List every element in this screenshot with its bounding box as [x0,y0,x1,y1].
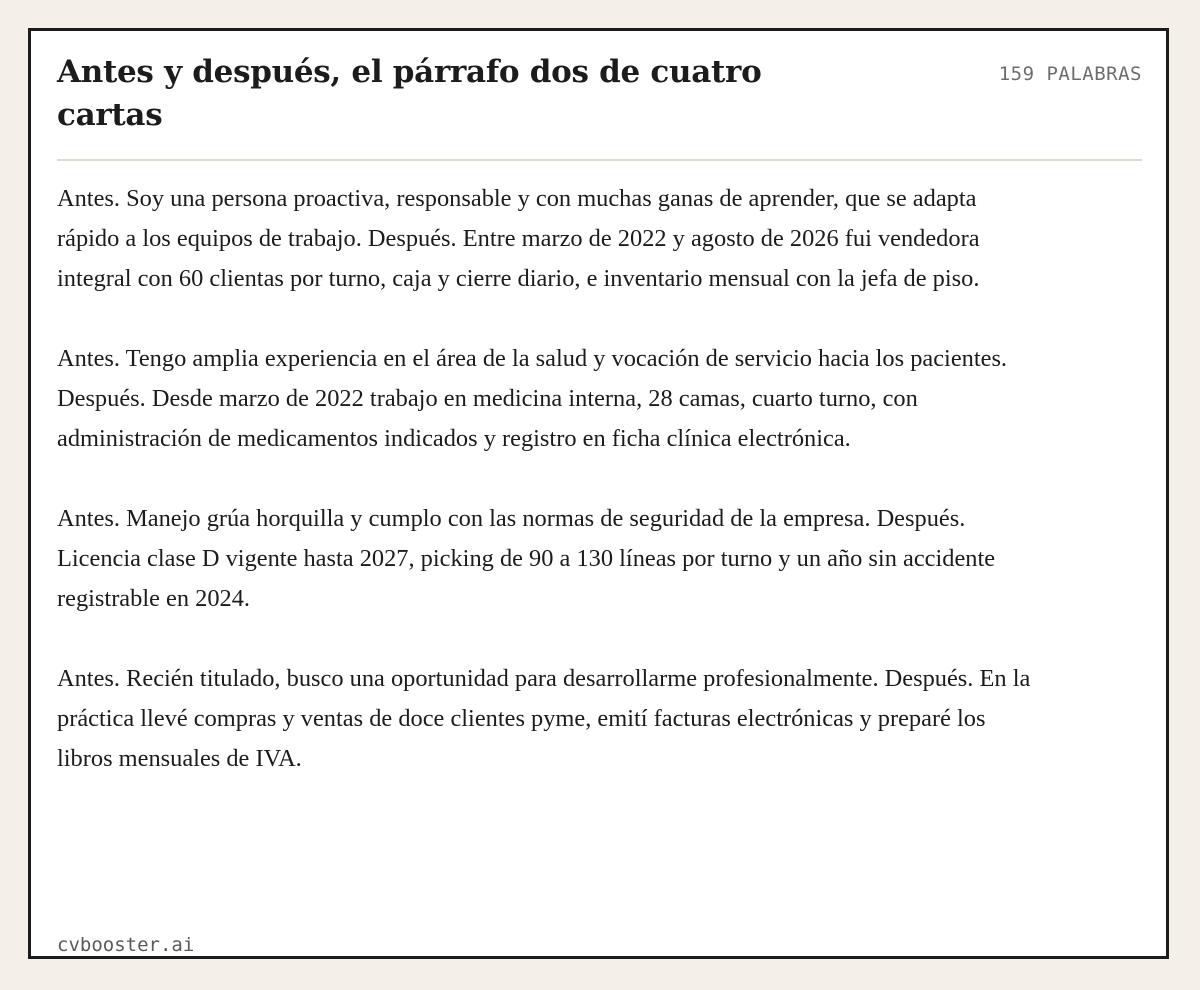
paragraph: Antes. Soy una persona proactiva, responsable y con muchas ganas de aprender, que se adapta rápido a los equipos de trabajo. Después. Entre marzo de 2022 y agosto de 2026 fui vendedora integral con 60 clientas por turno, caja y cierre diario, e inventario mensual con la jefa de piso. [57,185,980,292]
paragraph: Antes. Recién titulado, busco una oportunidad para desarrollarme profesionalmente. Después. En la práctica llevé compras y ventas de doce clientes pyme, emití facturas electrónicas y preparé los libros mensuales de IVA. [57,665,1031,772]
paragraph: Antes. Manejo grúa horquilla y cumplo con las normas de seguridad de la empresa. Después. Licencia clase D vigente hasta 2027, picking de 90 a 130 líneas por turno y un año sin accidente registrable en 2024. [57,505,996,612]
paragraph: Antes. Tengo amplia experiencia en el área de la salud y vocación de servicio hacia los pacientes. Después. Desde marzo de 2022 trabajo en medicina interna, 28 camas, cuarto turno, con administración de medicamentos indicados y registro en ficha clínica electrónica. [57,345,1008,452]
document-title: Antes y después, el párrafo dos de cuatro cartas [57,54,762,133]
header-divider [57,159,1142,161]
document-card [28,28,1169,959]
footer-brand: cvbooster.ai [57,934,195,956]
document-body [57,179,1037,819]
word-count-label: 159 PALABRAS [998,63,1142,85]
